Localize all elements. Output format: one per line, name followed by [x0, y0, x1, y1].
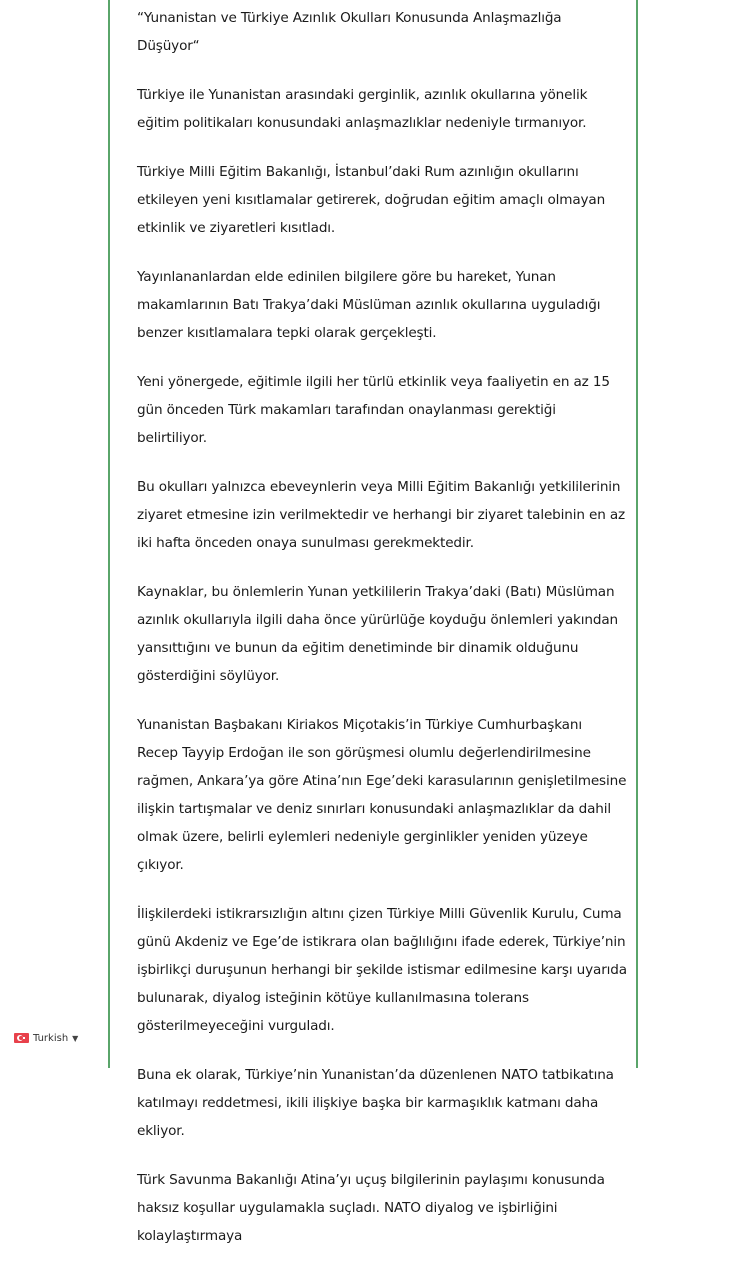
article-paragraph-8: İlişkilerdeki istikrarsızlığın altını çizen Türkiye Milli Güvenlik Kurulu, Cuma günü Akdeniz ve Ege’de istikrara olan bağlılığını ifade ederek, Türkiye’nin işbirlikçi duruşunun herhangi bir şekilde istismar edilmesine karşı uyarıda bulunarak, diyalog isteğinin kötüye kullanılmasına tolerans gösterilmeyeceğini vurguladı.: [137, 906, 627, 1034]
article-paragraph-1: Türkiye ile Yunanistan arasındaki gerginlik, azınlık okullarına yönelik eğitim politikaları konusundaki anlaşmazlıklar nedeniyle tırmanıyor.: [137, 87, 588, 131]
caret-down-icon: ▼: [72, 1033, 79, 1043]
article-paragraph-3: Yayınlananlardan elde edinilen bilgilere göre bu hareket, Yunan makamlarının Batı Trakya’daki Müslüman azınlık okullarına uyguladığı benzer kısıtlamalara tepki olarak gerçekleşti.: [137, 269, 601, 341]
article-headline: “Yunanistan ve Türkiye Azınlık Okulları Konusunda Anlaşmazlığa Düşüyor“: [137, 10, 562, 54]
article-paragraph-2: Türkiye Milli Eğitim Bakanlığı, İstanbul’daki Rum azınlığın okullarını etkileyen yeni kısıtlamalar getirerek, doğrudan eğitim amaçlı olmayan etkinlik ve ziyaretleri kısıtladı.: [137, 164, 606, 236]
language-label: Turkish: [33, 1032, 69, 1044]
language-selector[interactable]: [14, 1031, 78, 1045]
article-paragraph-10: Türk Savunma Bakanlığı Atina’yı uçuş bilgilerinin paylaşımı konusunda haksız koşullar uygulamakla suçladı. NATO diyalog ve işbirliğini kolaylaştırmaya: [137, 1172, 605, 1244]
article-paragraph-5: Bu okulları yalnızca ebeveynlerin veya Milli Eğitim Bakanlığı yetkililerinin ziyaret etmesine izin verilmektedir ve herhangi bir ziyaret talebinin en az iki hafta önceden onaya sunulması gerekmektedir.: [137, 479, 626, 551]
article-paragraph-9: Buna ek olarak, Türkiye’nin Yunanistan’da düzenlenen NATO tatbikatına katılmayı reddetmesi, ikili ilişkiye başka bir karmaşıklık katmanı daha ekliyor.: [137, 1067, 614, 1139]
article-body: [137, 4, 627, 1271]
article-paragraph-7: Yunanistan Başbakanı Kiriakos Miçotakis’in Türkiye Cumhurbaşkanı Recep Tayyip Erdoğan ile son görüşmesi olumlu değerlendirilmesine rağmen, Ankara’ya göre Atina’nın Ege’deki karasularının genişletilmesine ilişkin tartışmalar ve deniz sınırları konusundaki anlaşmazlıklar da dahil olmak üzere, belirli eylemleri nedeniyle gerginlikler yeniden yüzeye çıkıyor.: [137, 717, 627, 873]
article-paragraph-6: Kaynaklar, bu önlemlerin Yunan yetkililerin Trakya’daki (Batı) Müslüman azınlık okullarıyla ilgili daha önce yürürlüğe koyduğu önlemleri yakından yansıttığını ve bunun da eğitim denetiminde bir dinamik olduğunu gösterdiğini söylüyor.: [137, 584, 618, 684]
turkey-flag-icon: [14, 1033, 29, 1043]
article-paragraph-4: Yeni yönergede, eğitimle ilgili her türlü etkinlik veya faaliyetin en az 15 gün önceden Türk makamları tarafından onaylanması gerektiği belirtiliyor.: [137, 374, 610, 446]
